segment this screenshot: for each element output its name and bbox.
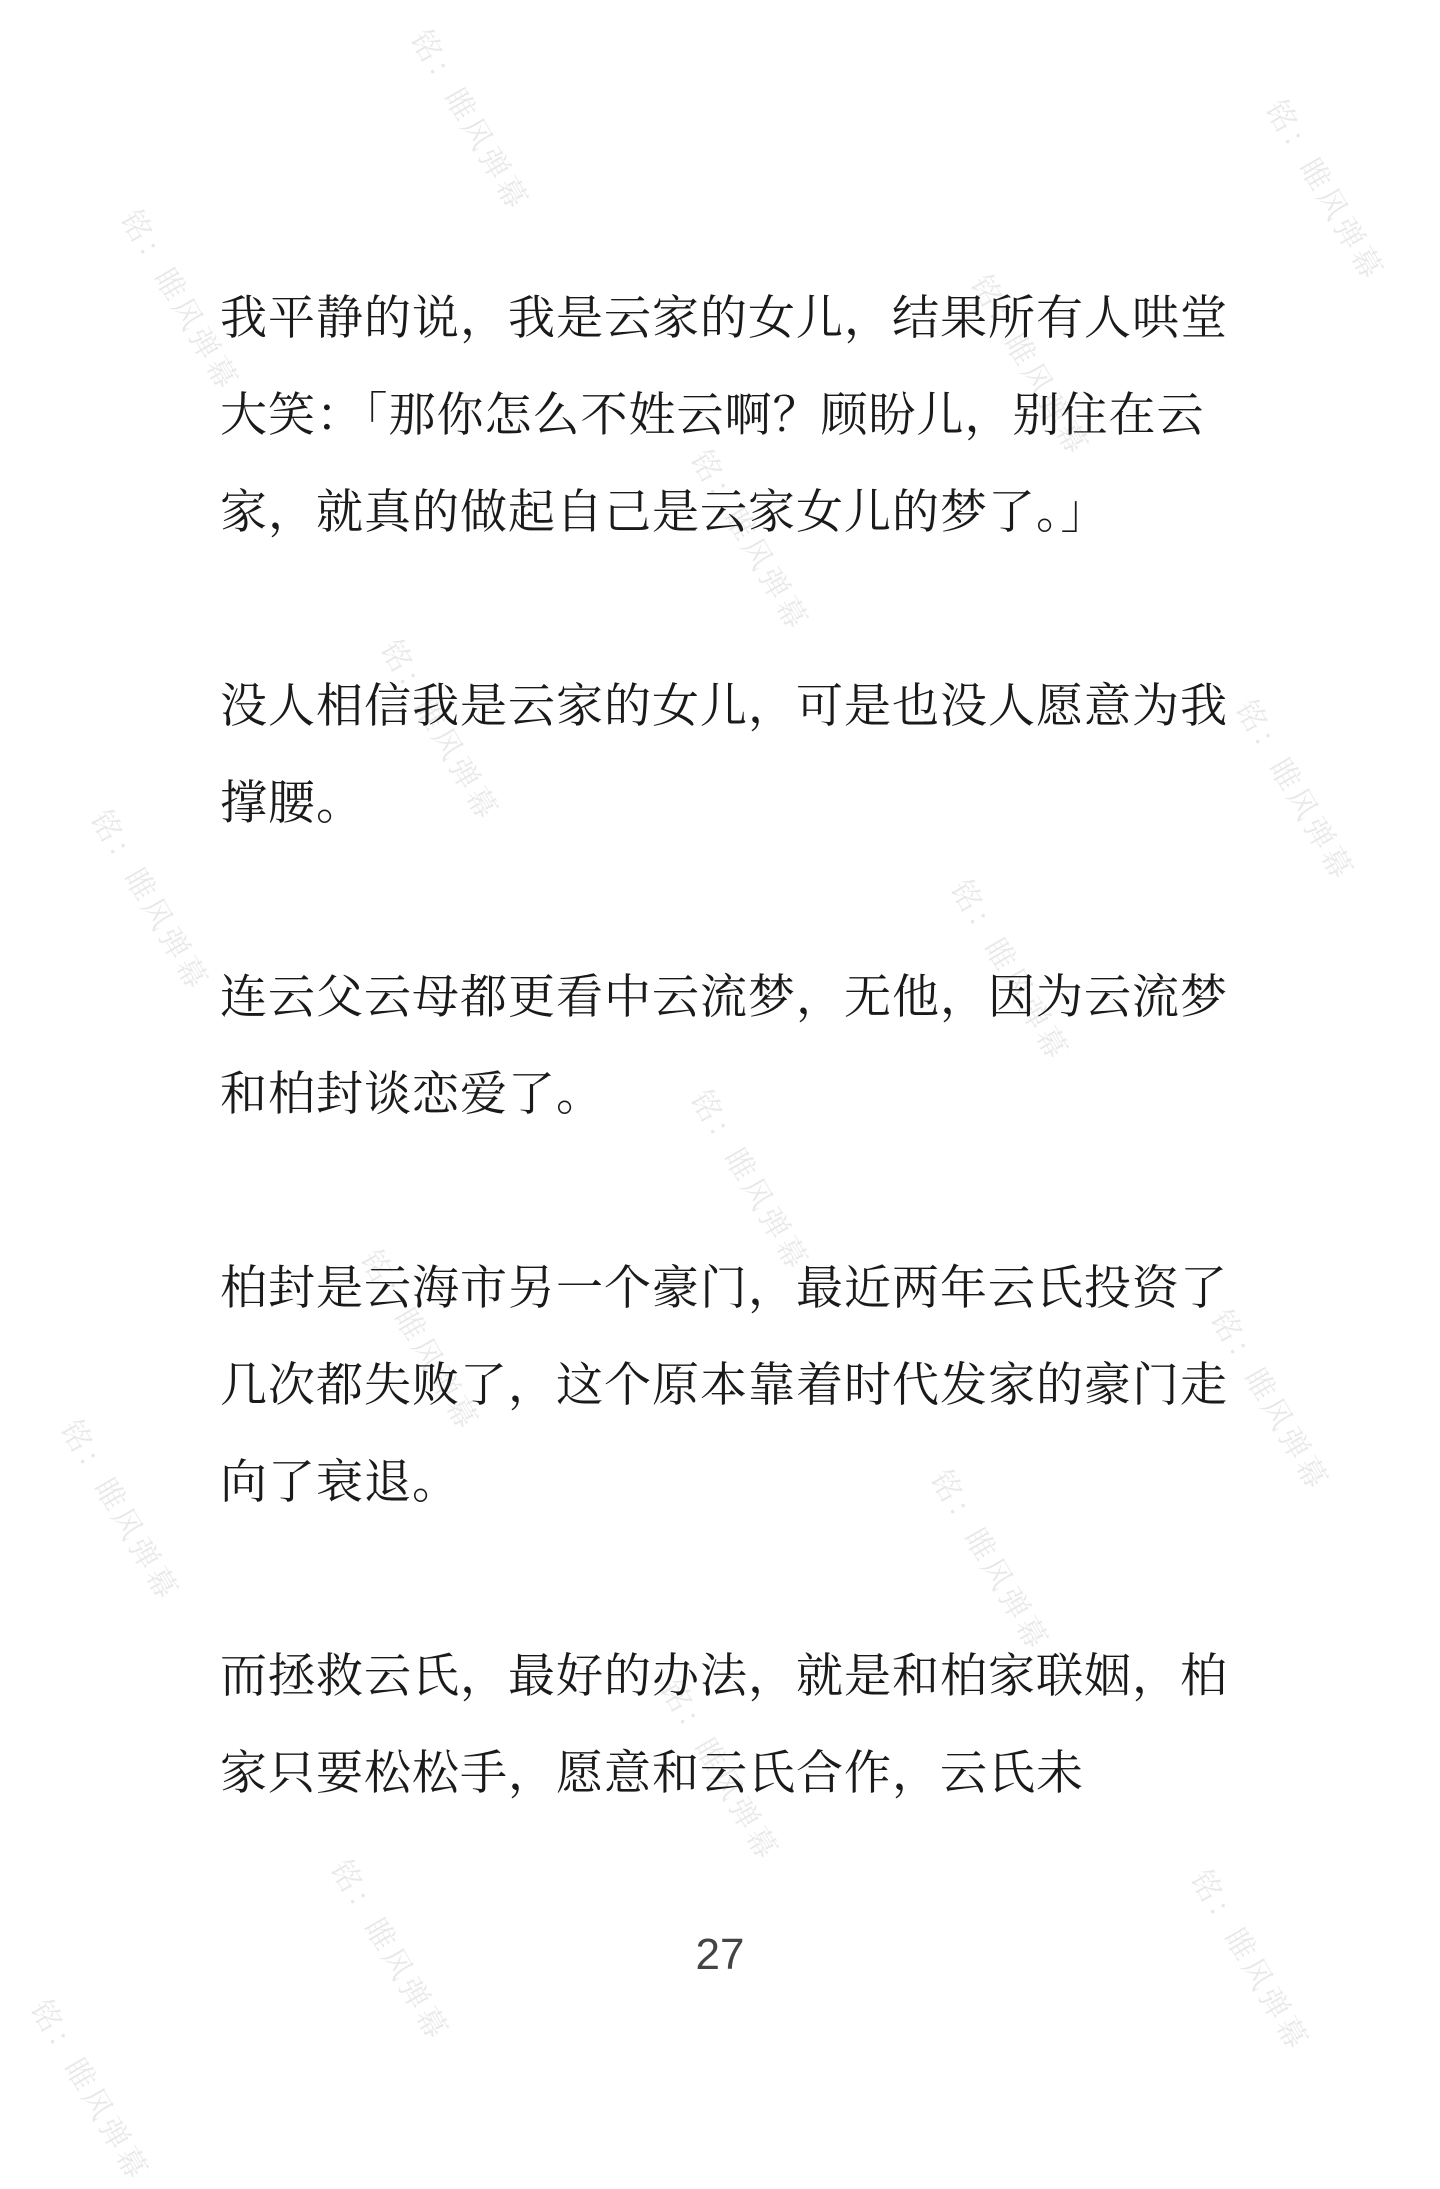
watermark: 铭：睢风弹幕 [682, 444, 816, 639]
watermark: 铭：睢风弹幕 [652, 1674, 786, 1869]
watermark: 铭：睢风弹幕 [52, 1414, 186, 1609]
page-number: 27 [695, 1930, 745, 1979]
paragraph: 柏封是云海市另一个豪门，最近两年云氏投资了几次都失败了，这个原本靠着时代发家的豪门走向了衰退。 [220, 1261, 1228, 1510]
watermark: 铭：睢风弹幕 [82, 804, 216, 999]
watermark: 铭：睢风弹幕 [112, 204, 246, 399]
paragraph: 连云父云母都更看中云流梦，无他，因为云流梦和柏封谈恋爱了。 [220, 970, 1228, 1122]
paragraph: 我平静的说，我是云家的女儿，结果所有人哄堂大笑：「那你怎么不姓云啊？顾盼儿，别住在云家，就真的做起自己是云家女儿的梦了。」 [220, 291, 1228, 540]
watermark: 铭：睢风弹幕 [922, 1464, 1056, 1659]
watermark: 铭：睢风弹幕 [1227, 694, 1361, 889]
watermark: 铭：睢风弹幕 [1182, 1864, 1316, 2059]
watermark: 铭：睢风弹幕 [402, 24, 536, 219]
watermark: 铭：睢风弹幕 [1257, 94, 1391, 289]
watermark: 铭：睢风弹幕 [22, 1994, 156, 2189]
watermark: 铭：睢风弹幕 [352, 1244, 486, 1439]
paragraph: 没人相信我是云家的女儿，可是也没人愿意为我撑腰。 [220, 679, 1228, 831]
article-body [220, 270, 1230, 1919]
watermark: 铭：睢风弹幕 [372, 634, 506, 829]
watermark: 铭：睢风弹幕 [682, 1084, 816, 1279]
watermark: 铭：睢风弹幕 [962, 269, 1096, 464]
paragraph: 而拯救云氏，最好的办法，就是和柏家联姻，柏家只要松松手，愿意和云氏合作，云氏未 [220, 1649, 1228, 1801]
watermark: 铭：睢风弹幕 [1202, 1304, 1336, 1499]
watermark: 铭：睢风弹幕 [942, 874, 1076, 1069]
watermark: 铭：睢风弹幕 [322, 1854, 456, 2049]
